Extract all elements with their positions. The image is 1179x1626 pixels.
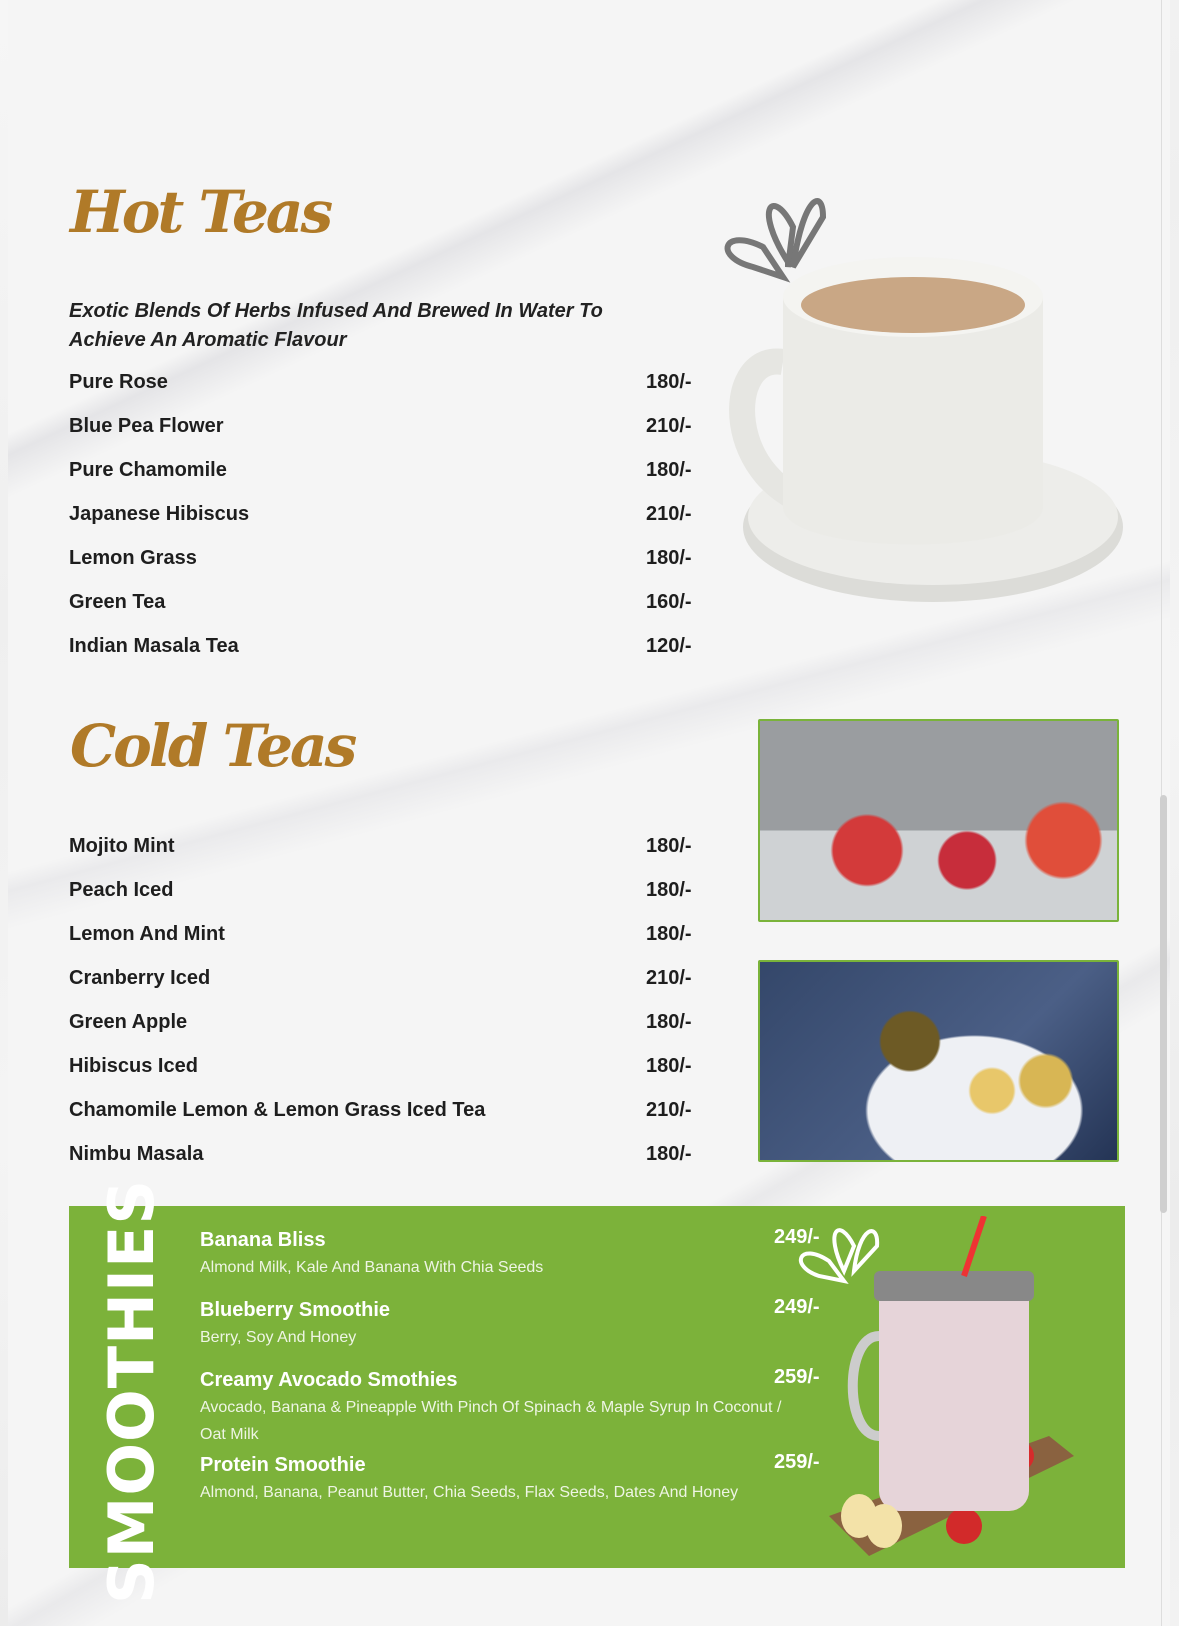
menu-item — [69, 923, 699, 953]
menu-item — [69, 1099, 699, 1129]
item-name: Pure Chamomile — [69, 459, 227, 481]
menu-item — [69, 503, 699, 533]
item-price: 180/- — [646, 923, 692, 945]
smoothie-description: Almond Milk, Kale And Banana With Chia Seeds — [200, 1259, 544, 1276]
smoothie-price: 259/- — [774, 1366, 820, 1388]
smoothie-name: Protein Smoothie — [200, 1454, 366, 1476]
item-price: 160/- — [646, 591, 692, 613]
smoothie-description: Berry, Soy And Honey — [200, 1329, 357, 1346]
smoothie-item — [200, 1226, 820, 1281]
smoothie-item — [200, 1366, 820, 1448]
item-price: 180/- — [646, 1143, 692, 1165]
smoothie-item — [200, 1451, 820, 1506]
item-name: Nimbu Masala — [69, 1143, 204, 1165]
smoothie-price: 259/- — [774, 1451, 820, 1473]
menu-item — [69, 1011, 699, 1041]
item-price: 180/- — [646, 547, 692, 569]
splash-icon — [801, 1230, 877, 1281]
steam-icon — [728, 201, 823, 277]
smoothie-item — [200, 1296, 820, 1351]
menu-item — [69, 967, 699, 997]
menu-item — [69, 415, 699, 445]
item-name: Pure Rose — [69, 371, 168, 393]
cold-teas-title: Cold Teas — [70, 712, 355, 780]
item-name: Green Apple — [69, 1011, 188, 1033]
smoothies-panel — [69, 1178, 1125, 1604]
smoothie-name: Blueberry Smoothie — [200, 1299, 391, 1321]
cold-tea-image-1 — [758, 719, 1119, 922]
item-name: Cranberry Iced — [69, 967, 211, 989]
menu-item — [69, 835, 699, 865]
menu-item — [69, 459, 699, 489]
item-name: Blue Pea Flower — [69, 415, 224, 437]
smoothie-name: Creamy Avocado Smothies — [200, 1369, 458, 1391]
cold-tea-image-2 — [758, 960, 1119, 1162]
item-price: 210/- — [646, 1099, 692, 1121]
item-name: Lemon And Mint — [69, 923, 225, 945]
hot-teas-subtitle: Exotic Blends Of Herbs Infused And Brewed In Water To Achieve An Aromatic Flavour — [69, 300, 603, 351]
menu-item — [69, 547, 699, 577]
item-price: 180/- — [646, 1055, 692, 1077]
item-name: Green Tea — [69, 591, 166, 613]
item-name: Chamomile Lemon & Lemon Grass Iced Tea — [69, 1099, 486, 1121]
menu-item — [69, 591, 699, 621]
smoothie-description: Almond, Banana, Peanut Butter, Chia Seeds, Flax Seeds, Dates And Honey — [200, 1484, 739, 1501]
menu-item — [69, 1055, 699, 1085]
tea-cup-image — [713, 187, 1133, 627]
hot-teas-title: Hot Teas — [70, 178, 331, 246]
menu-item — [69, 371, 699, 401]
item-price: 180/- — [646, 371, 692, 393]
item-name: Japanese Hibiscus — [69, 503, 250, 525]
item-price: 210/- — [646, 503, 692, 525]
menu-item — [69, 635, 699, 665]
item-price: 180/- — [646, 1011, 692, 1033]
item-price: 180/- — [646, 879, 692, 901]
scrollbar[interactable] — [1160, 795, 1167, 1213]
menu-item — [69, 1143, 699, 1173]
item-name: Lemon Grass — [69, 547, 197, 569]
item-price: 210/- — [646, 967, 692, 989]
item-name: Hibiscus Iced — [69, 1055, 198, 1077]
smoothie-description: Avocado, Banana & Pineapple With Pinch Of Spinach & Maple Syrup In Coconut / Oat Milk — [200, 1399, 782, 1443]
smoothie-price: 249/- — [774, 1296, 820, 1318]
item-price: 180/- — [646, 835, 692, 857]
item-price: 180/- — [646, 459, 692, 481]
menu-page — [8, 0, 1170, 1626]
menu-item — [69, 879, 699, 909]
smoothie-name: Banana Bliss — [200, 1229, 326, 1251]
smoothie-jar-image — [789, 1216, 1089, 1561]
item-name: Indian Masala Tea — [69, 635, 239, 657]
smoothies-title: SMOOTHIES — [95, 1178, 169, 1604]
item-price: 120/- — [646, 635, 692, 657]
item-name: Peach Iced — [69, 879, 174, 901]
item-price: 210/- — [646, 415, 692, 437]
item-name: Mojito Mint — [69, 835, 175, 857]
smoothie-price: 249/- — [774, 1226, 820, 1248]
